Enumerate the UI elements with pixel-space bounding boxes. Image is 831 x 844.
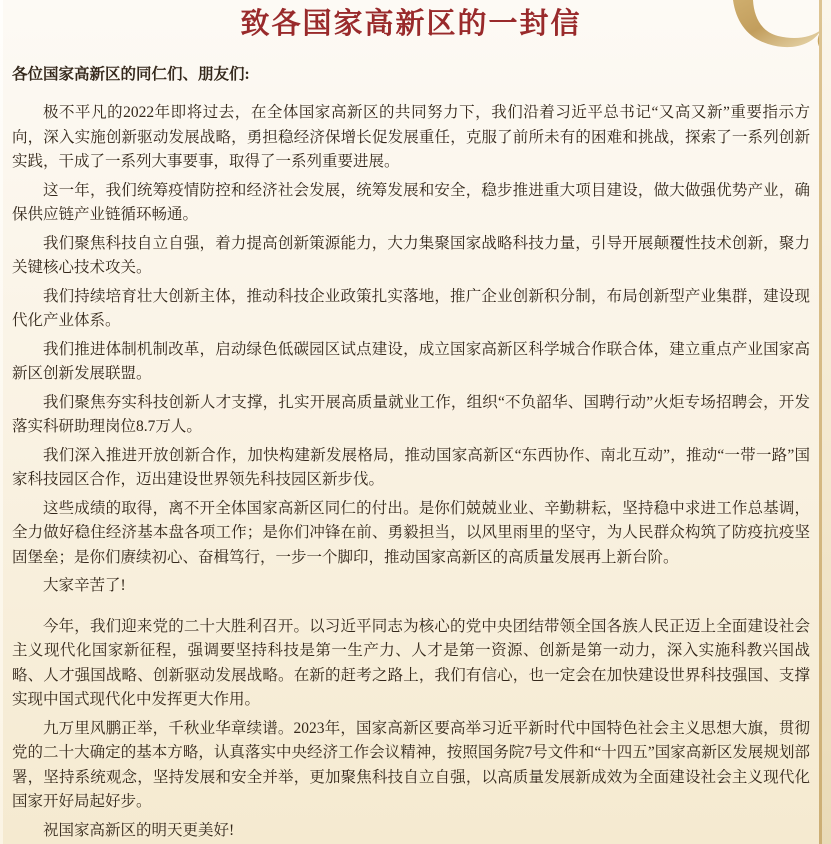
letter-paragraph: 这些成绩的取得，离不开全体国家高新区同仁的付出。是你们兢兢业业、辛勤耕耘，坚持稳中求进工作总基调，全力做好稳住经济基本盘各项工作；是你们冲锋在前、勇毅担当，以风里雨里的坚守，为人民群众构筑了防疫抗疫坚固堡垒；是你们赓续初心、奋楫笃行，一步一个脚印，推动国家高新区的高质量发展再上新台阶。 bbox=[12, 499, 810, 566]
letter-paragraph: 我们聚焦科技自立自强，着力提高创新策源能力，大力集聚国家战略科技力量，引导开展颠覆性技术创新，聚力关键核心技术攻关。 bbox=[12, 234, 810, 276]
letter-body bbox=[12, 101, 810, 843]
right-margin-strip bbox=[822, 0, 831, 844]
letter-content bbox=[2, 0, 820, 843]
letter-paragraph: 大家辛苦了! bbox=[43, 577, 126, 594]
letter-paragraph: 今年，我们迎来党的二十大胜利召开。以习近平同志为核心的党中央团结带领全国各族人民正迈上全面建设社会主义现代化国家新征程，强调要坚持科技是第一生产力、人才是第一资源、创新是第一动力，深入实施科教兴国战略、人才强国战略、创新驱动发展战略。在新的赶考之路上，我们有信心，也一定会在加快建设世界科技强国、支撑实现中国式现代化中发挥更大作用。 bbox=[12, 617, 810, 708]
letter-paragraph: 九万里风鹏正举，千秋业华章续谱。2023年，国家高新区要高举习近平新时代中国特色社会主义思想大旗，贯彻党的二十大确定的基本方略，认真落实中央经济工作会议精神，按照国务院7号文件和“十四五”国家高新区发展规划部署，坚持系统观念，坚持发展和安全并举，更加聚焦科技自立自强，以高质量发展新成效为全面建设社会主义现代化国家开好局起好步。 bbox=[12, 719, 810, 810]
letter-paragraph: 我们推进体制机制改革，启动绿色低碳园区试点建设，成立国家高新区科学城合作联合体，建立重点产业国家高新区创新发展联盟。 bbox=[12, 340, 810, 382]
letter-paragraph: 极不平凡的2022年即将过去，在全体国家高新区的共同努力下，我们沿着习近平总书记“又高又新”重要指示方向，深入实施创新驱动发展战略，勇担稳经济保增长促发展重任，克服了前所未有的困难和挑战，探索了一系列创新实践，干成了一系列大事要事，取得了一系列重要进展。 bbox=[12, 104, 810, 170]
letter-paragraph: 我们聚焦夯实科技创新人才支撑，扎实开展高质量就业工作，组织“不负韶华、国聘行动”火炬专场招聘会，开发落实科研助理岗位8.7万人。 bbox=[12, 393, 810, 435]
letter-paragraph: 这一年，我们统筹疫情防控和经济社会发展，统筹发展和安全，稳步推进重大项目建设，做大做强优势产业，确保供应链产业链循环畅通。 bbox=[12, 181, 810, 223]
letter-paragraph: 我们深入推进开放创新合作，加快构建新发展格局，推动国家高新区“东西协作、南北互动”，推动“一带一路”国家科技园区合作，迈出建设世界领先科技园区新步伐。 bbox=[12, 446, 810, 488]
letter-title: 致各国家高新区的一封信 bbox=[240, 8, 582, 40]
letter-paragraph: 我们持续培育壮大创新主体，推动科技企业政策扎实落地，推广企业创新积分制，布局创新型产业集群，建设现代化产业体系。 bbox=[12, 287, 810, 329]
letter-paragraph: 祝国家高新区的明天更美好! bbox=[43, 821, 235, 839]
letter-salutation: 各位国家高新区的同仁们、朋友们: bbox=[12, 66, 250, 83]
